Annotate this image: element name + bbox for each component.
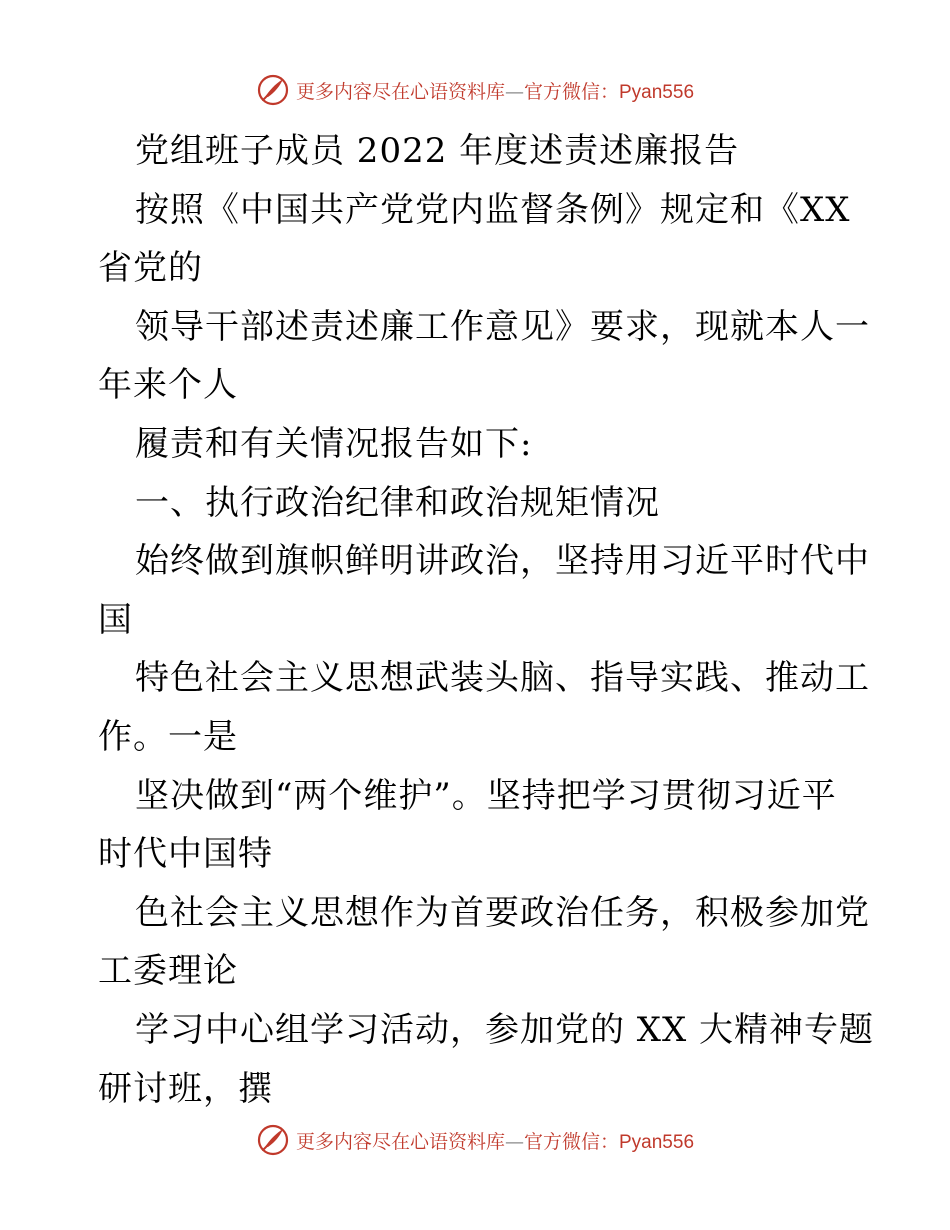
document-line: 履责和有关情况报告如下: xyxy=(135,423,533,464)
feather-seal-icon xyxy=(256,1123,290,1157)
banner-wechat-id: Pyan556 xyxy=(619,81,695,103)
document-line: 坚决做到“两个维护”。坚持把学习贯彻习近平 xyxy=(135,775,837,816)
document-line: 省党的 xyxy=(98,248,203,289)
document-line: 研讨班，撰 xyxy=(98,1068,273,1109)
feather-seal-icon xyxy=(256,73,290,107)
banner-separator: — xyxy=(504,80,524,103)
document-line: 年来个人 xyxy=(98,365,238,406)
document-line: 党组班子成员 2022 年度述责述廉报告 xyxy=(135,131,740,171)
footer-banner xyxy=(0,1118,950,1162)
banner-main-text: 更多内容尽在心语资料库 xyxy=(295,80,505,103)
document-line: 始终做到旗帜鲜明讲政治，坚持用习近平时代中 xyxy=(135,541,870,582)
document-line: 学习中心组学习活动，参加党的 XX 大精神专题 xyxy=(135,1009,875,1050)
header-banner xyxy=(0,68,950,112)
banner-label: 官方微信： xyxy=(523,80,619,103)
banner-wechat-id: Pyan556 xyxy=(619,1131,695,1153)
document-line: 一、执行政治纪律和政治规矩情况 xyxy=(135,482,660,523)
banner-text xyxy=(296,1127,694,1154)
document-line: 领导干部述责述廉工作意见》要求，现就本人一 xyxy=(135,306,870,347)
document-line: 特色社会主义思想武装头脑、指导实践、推动工 xyxy=(135,658,870,699)
document-line: 色社会主义思想作为首要政治任务，积极参加党 xyxy=(135,892,870,933)
document-line: 工委理论 xyxy=(98,951,238,992)
document-body xyxy=(98,122,875,1118)
document-line: 作。一是 xyxy=(98,716,238,757)
banner-text xyxy=(296,77,694,104)
banner-main-text: 更多内容尽在心语资料库 xyxy=(295,1130,505,1153)
document-line: 时代中国特 xyxy=(98,834,273,875)
banner-separator: — xyxy=(504,1130,524,1153)
document-line: 按照《中国共产党党内监督条例》规定和《XX xyxy=(135,189,851,230)
document-line: 国 xyxy=(98,599,133,640)
banner-label: 官方微信： xyxy=(523,1130,619,1153)
